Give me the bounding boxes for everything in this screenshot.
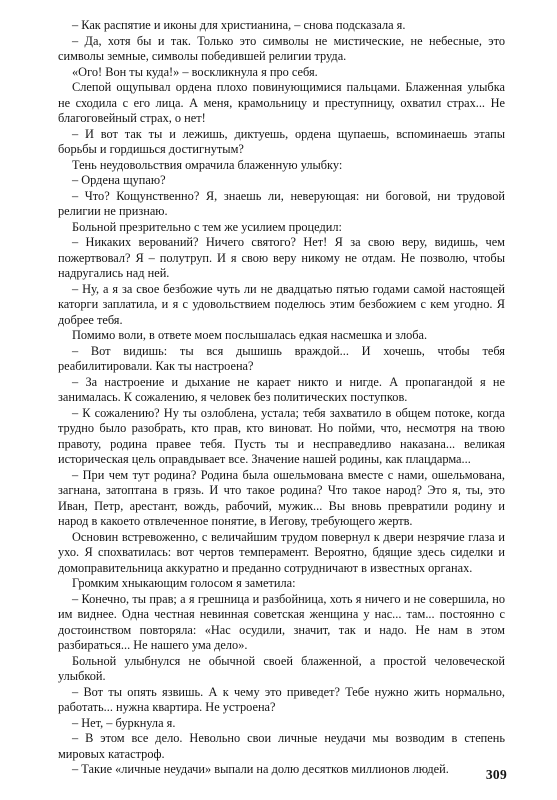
paragraph: – При чем тут родина? Родина была ошельмована вместе с нами, ошельмована, загнана, затоптана в грязь. И что такое родина? Что такое народ? Это я, ты, это Иван, Петр, арестант, вождь, рабочий, мужик... Вы вновь превратили родину и народ в какоето отвлеченное понятие, в Иегову, требующего жертв. <box>58 467 505 528</box>
paragraph: Помимо воли, в ответе моем послышалась едкая насмешка и злоба. <box>72 328 428 342</box>
page-body <box>58 18 505 778</box>
paragraph: – Вот видишь: ты вся дышишь враждой... И хочешь, чтобы тебя реабилитировали. Как ты настроена? <box>58 343 505 373</box>
paragraph: – Вот ты опять язвишь. А к чему это приведет? Тебе нужно жить нормально, работать... нужна квартира. Не устроена? <box>58 684 505 714</box>
paragraph: Тень неудовольствия омрачила блаженную улыбку: <box>72 157 343 172</box>
paragraph: – Никаких верований? Ничего святого? Нет! Я за свою веру, видишь, чем пожертвовал? Я – полутруп. И я свою веру никому не отдам. Не позволю, чтобы надругались над ней. <box>58 235 505 280</box>
paragraph: Громким хныкающим голосом я заметила: <box>72 576 296 590</box>
paragraph: – В этом все дело. Невольно свои личные неудачи мы возводим в степень мировых катастроф. <box>58 731 505 761</box>
paragraph: Основин встревоженно, с величайшим трудом повернул к двери незрячие глаза и ухо. Я спохватилась: вот чертов темперамент. Вероятно, бдящие здесь сиделки и домоправительница аккуратно и преданно сотрудничают в известных органах. <box>58 529 505 575</box>
page-number: 309 <box>485 767 507 782</box>
paragraph: – Да, хотя бы и так. Только это символы не мистические, не небесные, это символы земные, символы победившей религии труда. <box>58 33 505 63</box>
paragraph: «Ого! Вон ты куда!» – воскликнула я про себя. <box>72 64 318 79</box>
paragraph: – Нет, – буркнула я. <box>72 715 176 730</box>
paragraph: – За настроение и дыхание не карает никто и нигде. А пропагандой я не занималась. К сожалению, я человек без политических поступков. <box>58 374 505 404</box>
paragraph: – Конечно, ты прав; а я грешница и разбойница, хоть я ничего и не совершила, но им виднее. Одна честная невинная советская женщина у нас... там... постоянно с достоинством повторяла: «Нас осудили, значит, так и надо. Не нам в этом разбираться... Не нашего ума дело». <box>58 591 505 652</box>
paragraph: – К сожалению? Ну ты озлоблена, устала; тебя захватило в общем потоке, когда трудно было разобрать, кто прав, кто виноват. Но пойми, что, несмотря на твою правоту, родина правее тебя. Пусть ты и несправедливо наказана... великая историческая цель оправдывает все. Значение нашей родины, как плацдарма... <box>58 405 505 466</box>
paragraph: – Как распятие и иконы для христианина, – снова подсказала я. <box>72 18 406 32</box>
paragraph: Больной презрительно с тем же усилием процедил: <box>72 219 342 234</box>
paragraph: – Такие «личные неудачи» выпали на долю десятков миллионов людей. <box>72 762 449 776</box>
paragraph: – И вот так ты и лежишь, диктуешь, ордена щупаешь, вспоминаешь этапы борьбы и гордишься достигнутым? <box>58 126 505 156</box>
paragraph: – Ордена щупаю? <box>72 173 166 187</box>
paragraph: Слепой ощупывал ордена плохо повинующимися пальцами. Блаженная улыбка не сходила с его лица. А меня, крамольницу и преступницу, охватил страх... Не благоговейный страх, о нет! <box>58 80 505 125</box>
paragraph: – Что? Кощунственно? Я, знаешь ли, неверующая: ни боговой, ни трудовой религии не признаю. <box>58 188 505 218</box>
paragraph: – Ну, а я за свое безбожие чуть ли не двадцатью пятью годами самой настоящей каторги заплатила, и я с удовольствием поделюсь этим безбожием с кем угодно. Я добрее тебя. <box>58 281 505 327</box>
paragraph: Больной улыбнулся не обычной своей блаженной, а простой человеческой улыбкой. <box>58 653 505 683</box>
